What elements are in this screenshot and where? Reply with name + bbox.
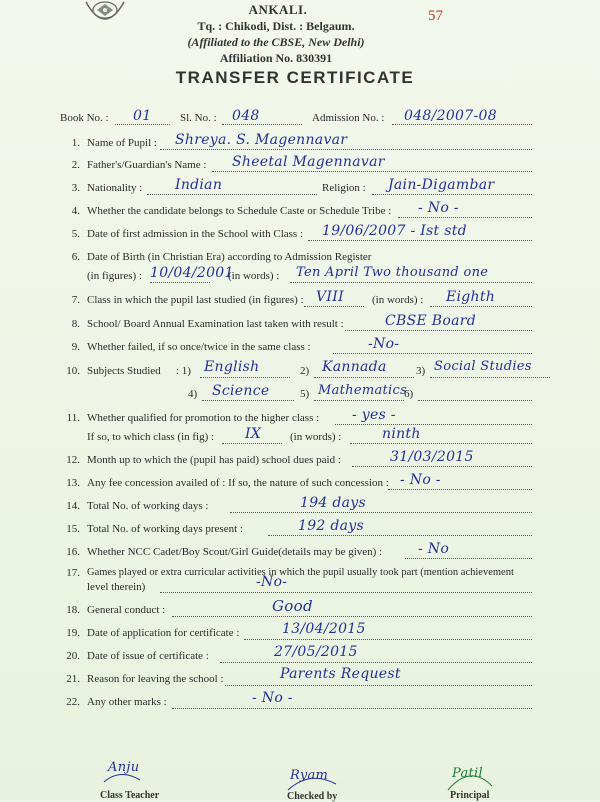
principal-signature: Patil <box>452 766 483 781</box>
class-teacher-signature-flourish-icon <box>100 758 160 788</box>
book-no-value: 01 <box>133 108 152 124</box>
field-7-number: 7. <box>71 294 80 306</box>
field-19-value: 13/04/2015 <box>282 621 366 637</box>
field-9-line <box>333 353 532 354</box>
class-teacher-label: Class Teacher <box>100 790 160 801</box>
field-22-number: 22. <box>66 696 80 708</box>
book-no-label: Book No. : <box>60 112 109 124</box>
subject-1-value: English <box>204 359 260 375</box>
field-15-number: 15. <box>66 523 80 535</box>
field-7-words-label: (in words) : <box>372 294 424 306</box>
field-18-number: 18. <box>66 604 80 616</box>
subject-3-index: 3) <box>416 365 426 377</box>
field-4-label: Whether the candidate belongs to Schedule Caste or Schedule Tribe : <box>87 205 392 217</box>
field-4-number: 4. <box>71 205 80 217</box>
subject-1-index: : 1) <box>176 365 191 377</box>
field-3-label: Nationality : <box>87 182 143 194</box>
field-14-value: 194 days <box>300 495 366 511</box>
field-2-label: Father's/Guardian's Name : <box>87 159 207 171</box>
field-20-label: Date of issue of certificate : <box>87 650 209 662</box>
field-15-line <box>268 535 532 536</box>
field-9-value: -No- <box>368 336 400 352</box>
field-16-line <box>405 558 532 559</box>
subject-4-index: 4) <box>188 388 198 400</box>
field-14-line <box>230 512 532 513</box>
field-8-number: 8. <box>71 318 80 330</box>
field-19-line <box>244 639 532 640</box>
subject-1-line <box>200 377 290 378</box>
field-13-number: 13. <box>66 477 80 489</box>
field-5-value: 19/06/2007 - Ist std <box>322 223 467 239</box>
subject-6-line <box>418 400 532 401</box>
field-18-line <box>172 616 532 617</box>
affiliation-number: Affiliation No. 830391 <box>219 51 333 65</box>
field-11-number: 11. <box>66 412 80 424</box>
field-14-number: 14. <box>66 500 80 512</box>
field-22-value: - No - <box>252 690 293 706</box>
field-21-line <box>225 685 532 686</box>
school-emblem-icon <box>82 0 128 34</box>
subject-5-line <box>314 400 404 401</box>
field-13-line <box>388 489 532 490</box>
field-11-value: - yes - <box>352 407 396 423</box>
field-3-religion-line <box>372 194 532 195</box>
field-10-label: Subjects Studied <box>87 365 161 377</box>
school-address: Tq. : Chikodi, Dist. : Belgaum. <box>197 19 355 33</box>
field-7-words-line <box>430 306 532 307</box>
field-6-figures-value: 10/04/2001 <box>150 265 234 281</box>
field-22-label: Any other marks : <box>87 696 167 708</box>
field-8-line <box>345 330 532 331</box>
field-2-line <box>212 171 532 172</box>
field-19-number: 19. <box>66 627 80 639</box>
field-8-label: School/ Board Annual Examination last taken with result : <box>87 318 344 330</box>
admission-no-value: 048/2007-08 <box>404 108 497 124</box>
field-3-number: 3. <box>71 182 80 194</box>
field-13-value: - No - <box>400 472 441 488</box>
sl-no-value: 048 <box>232 108 260 124</box>
field-6-label: Date of Birth (in Christian Era) according to Admission Register <box>87 251 372 263</box>
field-12-number: 12. <box>66 454 80 466</box>
admission-no-line <box>392 124 532 125</box>
field-22-line <box>172 708 532 709</box>
field-12-label: Month up to which the (pupil has paid) school dues paid : <box>87 454 341 466</box>
field-16-value: - No <box>418 541 450 557</box>
field-15-label: Total No. of working days present : <box>87 523 243 535</box>
field-3-value: Indian <box>175 177 223 193</box>
field-6-words-value: Ten April Two thousand one <box>296 265 489 280</box>
field-17-label: Games played or extra curricular activities in which the pupil usually took part (mention achievement <box>87 567 514 578</box>
field-6-words-label: (in words) : <box>228 270 280 282</box>
field-17-label-cont: level therein) <box>87 581 146 593</box>
field-5-line <box>308 240 532 241</box>
field-11-words-label: (in words) : <box>290 431 342 443</box>
subject-2-index: 2) <box>300 365 310 377</box>
field-13-label: Any fee concession availed of : If so, the nature of such concession : <box>87 477 389 489</box>
field-12-line <box>352 466 532 467</box>
field-1-label: Name of Pupil : <box>87 137 157 149</box>
field-12-value: 31/03/2015 <box>390 449 474 465</box>
field-20-value: 27/05/2015 <box>274 644 358 660</box>
field-1-number: 1. <box>71 137 80 149</box>
field-11-words-value: ninth <box>382 426 421 442</box>
principal-signature-flourish-icon <box>440 762 500 792</box>
field-6-words-line <box>290 282 532 283</box>
field-21-number: 21. <box>66 673 80 685</box>
subject-5-index: 5) <box>300 388 310 400</box>
field-3-line <box>147 194 317 195</box>
field-6-figures-line <box>150 282 210 283</box>
field-17-number: 17. <box>66 567 80 579</box>
field-11-class-value: IX <box>245 426 262 442</box>
field-11-words-line <box>350 443 532 444</box>
field-3-religion-value: Jain-Digambar <box>388 177 495 193</box>
field-18-value: Good <box>272 597 313 615</box>
subject-3-line <box>430 377 550 378</box>
school-affiliation: (Affiliated to the CBSE, New Delhi) <box>187 35 365 49</box>
field-8-value: CBSE Board <box>385 313 476 329</box>
class-teacher-signature: Anju <box>108 760 140 775</box>
sl-no-label: Sl. No. : <box>180 112 217 124</box>
subject-4-value: Science <box>212 383 270 399</box>
field-7-words-value: Eighth <box>446 289 496 305</box>
field-17-line <box>160 592 532 593</box>
field-5-label: Date of first admission in the School with Class : <box>87 228 304 240</box>
school-name: ANKALI. <box>248 2 308 17</box>
field-16-number: 16. <box>66 546 80 558</box>
subject-3-value: Social Studies <box>434 359 532 374</box>
field-11-label: Whether qualified for promotion to the higher class : <box>87 412 320 424</box>
serial-number: 57 <box>428 8 443 24</box>
subject-2-line <box>314 377 414 378</box>
field-14-label: Total No. of working days : <box>87 500 209 512</box>
field-9-number: 9. <box>71 341 80 353</box>
field-18-label: General conduct : <box>87 604 166 616</box>
certificate-title: TRANSFER CERTIFICATE <box>175 68 415 87</box>
field-21-value: Parents Request <box>280 666 401 682</box>
field-3-religion-label: Religion : <box>322 182 366 194</box>
checked-by-signature: Ryam <box>290 768 329 783</box>
book-no-line <box>115 124 170 125</box>
field-19-label: Date of application for certificate : <box>87 627 240 639</box>
subject-2-value: Kannada <box>322 359 387 375</box>
field-10-number: 10. <box>66 365 80 377</box>
field-9-label: Whether failed, if so once/twice in the same class : <box>87 341 311 353</box>
field-16-label: Whether NCC Cadet/Boy Scout/Girl Guide(details may be given) : <box>87 546 383 558</box>
field-4-value: - No - <box>418 200 459 216</box>
checked-by-signature-flourish-icon <box>282 764 342 794</box>
checked-by-label: Checked by <box>287 791 338 802</box>
field-5-number: 5. <box>71 228 80 240</box>
field-21-label: Reason for leaving the school : <box>87 673 224 685</box>
admission-no-label: Admission No. : <box>312 112 385 124</box>
subject-6-index: 6) <box>404 388 414 400</box>
field-6-figures-label: (in figures) : <box>87 270 142 282</box>
field-11-line <box>335 424 532 425</box>
field-7-label: Class in which the pupil last studied (in figures) : <box>87 294 304 306</box>
principal-label: Principal <box>450 790 490 801</box>
subject-5-value: Mathematics <box>318 383 408 398</box>
field-11-class-label: If so, to which class (in fig) : <box>87 431 215 443</box>
field-7-figures-line <box>304 306 364 307</box>
sl-no-line <box>222 124 302 125</box>
field-20-number: 20. <box>66 650 80 662</box>
field-20-line <box>220 662 532 663</box>
field-15-value: 192 days <box>298 518 364 534</box>
subject-4-line <box>202 400 294 401</box>
field-1-value: Shreya. S. Magennavar <box>175 132 348 148</box>
field-1-line <box>160 149 532 150</box>
field-2-number: 2. <box>71 159 80 171</box>
field-4-line <box>398 217 532 218</box>
field-2-value: Sheetal Magennavar <box>232 154 385 170</box>
field-11-class-line <box>222 443 282 444</box>
field-7-figures-value: VIII <box>316 289 344 305</box>
field-17-value: -No- <box>256 574 288 590</box>
field-6-number: 6. <box>71 251 80 263</box>
